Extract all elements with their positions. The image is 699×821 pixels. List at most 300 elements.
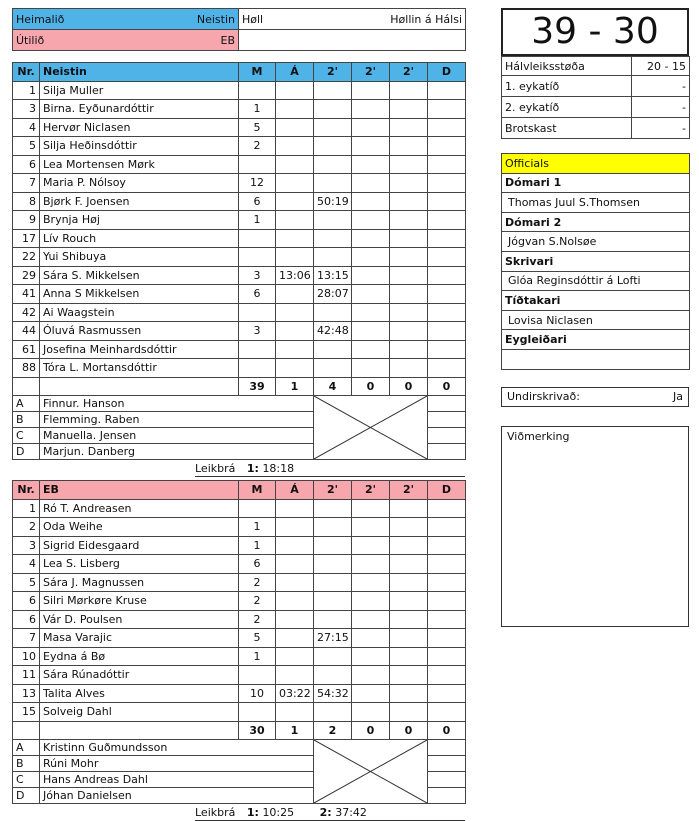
table-row bbox=[13, 118, 466, 137]
player-m: 12 bbox=[239, 174, 276, 193]
player-name: Masa Varajic bbox=[40, 629, 239, 648]
player-t3 bbox=[390, 555, 428, 574]
table-row bbox=[13, 155, 466, 174]
player-t1 bbox=[314, 137, 352, 156]
player-name: Sára S. Mikkelsen bbox=[40, 266, 239, 285]
player-m bbox=[239, 499, 276, 518]
table-row bbox=[13, 322, 466, 341]
official-3-value: Glóa Reginsdóttir á Lofti bbox=[502, 271, 690, 291]
player-t1 bbox=[314, 592, 352, 611]
home-header-row bbox=[13, 63, 466, 82]
player-number: 9 bbox=[13, 211, 40, 230]
table-row bbox=[13, 359, 466, 378]
away-col-suspension-1: 2' bbox=[314, 481, 352, 500]
player-name: Óluvá Rasmussen bbox=[40, 322, 239, 341]
staff-name: Rúni Mohr bbox=[40, 756, 314, 772]
table-row bbox=[13, 266, 466, 285]
signature-label: Undirskrivað: bbox=[507, 390, 580, 403]
staff-row bbox=[13, 396, 466, 412]
player-name: Sára Rúnadóttir bbox=[40, 666, 239, 685]
player-t1 bbox=[314, 666, 352, 685]
player-name: Lea S. Lisberg bbox=[40, 555, 239, 574]
table-row bbox=[13, 647, 466, 666]
player-m bbox=[239, 229, 276, 248]
player-d bbox=[428, 100, 466, 119]
staff-code: C bbox=[13, 772, 40, 788]
player-name: Sára J. Magnussen bbox=[40, 573, 239, 592]
halftime-label: Hálvleiksstøða bbox=[502, 57, 632, 76]
player-name: Josefina Meinhardsdóttir bbox=[40, 340, 239, 359]
player-name: Talita Alves bbox=[40, 684, 239, 703]
table-row bbox=[13, 303, 466, 322]
player-a bbox=[276, 629, 314, 648]
penalty-label: Brotskast bbox=[502, 118, 632, 139]
official-1-value: Thomas Juul S.Thomsen bbox=[502, 193, 690, 213]
player-d bbox=[428, 81, 466, 100]
player-t3 bbox=[390, 81, 428, 100]
player-a bbox=[276, 340, 314, 359]
total-m: 30 bbox=[239, 721, 276, 740]
player-t3 bbox=[390, 303, 428, 322]
player-number: 61 bbox=[13, 340, 40, 359]
table-row bbox=[13, 229, 466, 248]
player-a bbox=[276, 100, 314, 119]
table-row bbox=[13, 81, 466, 100]
player-d bbox=[428, 155, 466, 174]
player-name: Anna S Mikkelsen bbox=[40, 285, 239, 304]
home-team-section bbox=[12, 62, 465, 477]
player-t1: 50:19 bbox=[314, 192, 352, 211]
player-d bbox=[428, 118, 466, 137]
player-t2 bbox=[352, 81, 390, 100]
player-name: Oda Weihe bbox=[40, 518, 239, 537]
player-a bbox=[276, 499, 314, 518]
player-a bbox=[276, 592, 314, 611]
totals-spacer bbox=[40, 377, 239, 396]
player-number: 44 bbox=[13, 322, 40, 341]
staff-code: B bbox=[13, 756, 40, 772]
player-t3 bbox=[390, 155, 428, 174]
player-a bbox=[276, 610, 314, 629]
player-t2 bbox=[352, 629, 390, 648]
staff-name: Jóhan Danielsen bbox=[40, 788, 314, 804]
player-t1 bbox=[314, 703, 352, 722]
player-t2 bbox=[352, 592, 390, 611]
home-col-suspension-1: 2' bbox=[314, 63, 352, 82]
remarks-box bbox=[501, 426, 689, 627]
cross-out-icon bbox=[314, 396, 427, 459]
ot1-value: - bbox=[632, 76, 690, 97]
player-name: Tóra L. Mortansdóttir bbox=[40, 359, 239, 378]
player-d bbox=[428, 647, 466, 666]
player-t1 bbox=[314, 340, 352, 359]
staff-empty-cell bbox=[428, 756, 466, 772]
player-d bbox=[428, 248, 466, 267]
player-name: Lív Rouch bbox=[40, 229, 239, 248]
player-d bbox=[428, 684, 466, 703]
staff-code: A bbox=[13, 740, 40, 756]
table-row bbox=[13, 573, 466, 592]
player-t3 bbox=[390, 229, 428, 248]
home-timeout-label: Leikbrá bbox=[195, 462, 236, 475]
total-t1: 4 bbox=[314, 377, 352, 396]
player-m: 6 bbox=[239, 192, 276, 211]
signature-value: Ja bbox=[673, 390, 683, 403]
table-row bbox=[13, 610, 466, 629]
player-a bbox=[276, 647, 314, 666]
away-players-table bbox=[12, 480, 466, 804]
total-a: 1 bbox=[276, 721, 314, 740]
player-d bbox=[428, 518, 466, 537]
player-t2 bbox=[352, 647, 390, 666]
score-details bbox=[501, 56, 690, 139]
player-m: 1 bbox=[239, 536, 276, 555]
player-t3 bbox=[390, 266, 428, 285]
player-a bbox=[276, 229, 314, 248]
player-number: 88 bbox=[13, 359, 40, 378]
player-name: Vár D. Poulsen bbox=[40, 610, 239, 629]
player-t1 bbox=[314, 536, 352, 555]
player-t2 bbox=[352, 137, 390, 156]
total-t2: 0 bbox=[352, 377, 390, 396]
player-t2 bbox=[352, 536, 390, 555]
player-t1 bbox=[314, 118, 352, 137]
player-d bbox=[428, 322, 466, 341]
away-col-suspension-3: 2' bbox=[390, 481, 428, 500]
total-t3: 0 bbox=[390, 721, 428, 740]
player-name: Brynja Høj bbox=[40, 211, 239, 230]
player-number: 1 bbox=[13, 499, 40, 518]
staff-name: Finnur. Hanson bbox=[40, 396, 314, 412]
signature-box bbox=[501, 387, 689, 407]
player-t3 bbox=[390, 340, 428, 359]
venue-cell bbox=[239, 9, 466, 30]
official-5-label: Eygleiðari bbox=[502, 330, 690, 350]
player-t2 bbox=[352, 359, 390, 378]
player-a bbox=[276, 211, 314, 230]
table-row bbox=[13, 100, 466, 119]
player-t2 bbox=[352, 666, 390, 685]
staff-empty-cell bbox=[428, 772, 466, 788]
player-a bbox=[276, 81, 314, 100]
player-m bbox=[239, 359, 276, 378]
table-row bbox=[13, 592, 466, 611]
home-col-suspension-3: 2' bbox=[390, 63, 428, 82]
player-name: Lea Mortensen Mørk bbox=[40, 155, 239, 174]
away-timeout-2-n: 2: bbox=[319, 806, 332, 819]
player-d bbox=[428, 340, 466, 359]
player-m: 2 bbox=[239, 137, 276, 156]
player-m: 5 bbox=[239, 118, 276, 137]
player-t1: 54:32 bbox=[314, 684, 352, 703]
player-m bbox=[239, 303, 276, 322]
player-t3 bbox=[390, 573, 428, 592]
player-name: Bjørk F. Joensen bbox=[40, 192, 239, 211]
player-t2 bbox=[352, 610, 390, 629]
home-players-table bbox=[12, 62, 466, 460]
halftime-value: 20 - 15 bbox=[632, 57, 690, 76]
player-a: 13:06 bbox=[276, 266, 314, 285]
player-m: 3 bbox=[239, 266, 276, 285]
player-number: 7 bbox=[13, 174, 40, 193]
player-t1 bbox=[314, 211, 352, 230]
player-t2 bbox=[352, 229, 390, 248]
player-m: 5 bbox=[239, 629, 276, 648]
player-d bbox=[428, 303, 466, 322]
player-t1: 13:15 bbox=[314, 266, 352, 285]
staff-crossed-cell bbox=[314, 740, 428, 804]
official-1-label: Dómari 1 bbox=[502, 173, 690, 193]
ot1-label: 1. eykatíð bbox=[502, 76, 632, 97]
player-d bbox=[428, 211, 466, 230]
player-m: 2 bbox=[239, 610, 276, 629]
player-d bbox=[428, 666, 466, 685]
player-number: 8 bbox=[13, 192, 40, 211]
player-t1 bbox=[314, 100, 352, 119]
player-d bbox=[428, 359, 466, 378]
totals-spacer bbox=[13, 377, 40, 396]
away-col-disqualification: D bbox=[428, 481, 466, 500]
ot2-label: 2. eykatíð bbox=[502, 97, 632, 118]
player-t3 bbox=[390, 137, 428, 156]
player-m: 1 bbox=[239, 100, 276, 119]
table-row bbox=[13, 499, 466, 518]
player-m: 1 bbox=[239, 518, 276, 537]
player-m: 1 bbox=[239, 647, 276, 666]
player-t2 bbox=[352, 703, 390, 722]
officials-title: Officials bbox=[502, 154, 690, 174]
away-team-cell bbox=[13, 30, 239, 51]
player-d bbox=[428, 573, 466, 592]
home-col-goals: M bbox=[239, 63, 276, 82]
player-a bbox=[276, 118, 314, 137]
table-row bbox=[13, 629, 466, 648]
player-number: 2 bbox=[13, 518, 40, 537]
player-t1 bbox=[314, 610, 352, 629]
away-timeouts bbox=[195, 804, 465, 821]
home-totals-row bbox=[13, 377, 466, 396]
player-number: 4 bbox=[13, 118, 40, 137]
player-name: Silja Muller bbox=[40, 81, 239, 100]
player-number: 3 bbox=[13, 536, 40, 555]
player-number: 13 bbox=[13, 684, 40, 703]
player-t3 bbox=[390, 666, 428, 685]
player-t3 bbox=[390, 703, 428, 722]
player-m: 6 bbox=[239, 285, 276, 304]
player-t2 bbox=[352, 303, 390, 322]
player-t2 bbox=[352, 155, 390, 174]
home-timeouts bbox=[195, 460, 465, 477]
total-t3: 0 bbox=[390, 377, 428, 396]
player-name: Silri Mørkøre Kruse bbox=[40, 592, 239, 611]
player-t1 bbox=[314, 573, 352, 592]
away-timeout-2-time: 37:42 bbox=[335, 806, 367, 819]
total-a: 1 bbox=[276, 377, 314, 396]
player-t3 bbox=[390, 610, 428, 629]
player-t1 bbox=[314, 555, 352, 574]
player-t3 bbox=[390, 518, 428, 537]
player-t1: 28:07 bbox=[314, 285, 352, 304]
player-t1: 42:48 bbox=[314, 322, 352, 341]
staff-code: B bbox=[13, 412, 40, 428]
player-a bbox=[276, 192, 314, 211]
player-t3 bbox=[390, 285, 428, 304]
player-d bbox=[428, 536, 466, 555]
staff-code: A bbox=[13, 396, 40, 412]
player-d bbox=[428, 266, 466, 285]
player-a bbox=[276, 536, 314, 555]
totals-spacer bbox=[13, 721, 40, 740]
player-name: Silja Heðinsdóttir bbox=[40, 137, 239, 156]
player-a bbox=[276, 555, 314, 574]
player-a bbox=[276, 303, 314, 322]
player-number: 22 bbox=[13, 248, 40, 267]
player-t2 bbox=[352, 322, 390, 341]
away-col-team-name: EB bbox=[40, 481, 239, 500]
player-m bbox=[239, 703, 276, 722]
venue-label: Høll bbox=[242, 12, 264, 26]
player-a bbox=[276, 248, 314, 267]
player-t2 bbox=[352, 248, 390, 267]
player-d bbox=[428, 703, 466, 722]
player-name: Hervør Niclasen bbox=[40, 118, 239, 137]
total-m: 39 bbox=[239, 377, 276, 396]
totals-spacer bbox=[40, 721, 239, 740]
player-d bbox=[428, 629, 466, 648]
player-t2 bbox=[352, 266, 390, 285]
player-number: 17 bbox=[13, 229, 40, 248]
home-col-nr: Nr. bbox=[13, 63, 40, 82]
player-a bbox=[276, 285, 314, 304]
final-score: 39 - 30 bbox=[501, 8, 689, 56]
player-a bbox=[276, 518, 314, 537]
player-number: 5 bbox=[13, 137, 40, 156]
player-t3 bbox=[390, 536, 428, 555]
official-4-value: Lovisa Niclasen bbox=[502, 310, 690, 330]
home-label: Heimalið bbox=[16, 12, 65, 26]
total-t1: 2 bbox=[314, 721, 352, 740]
player-t1 bbox=[314, 518, 352, 537]
table-row bbox=[13, 192, 466, 211]
player-t3 bbox=[390, 322, 428, 341]
away-team-section bbox=[12, 480, 465, 821]
player-d bbox=[428, 499, 466, 518]
player-d bbox=[428, 592, 466, 611]
penalty-value: - bbox=[632, 118, 690, 139]
home-col-warning: Á bbox=[276, 63, 314, 82]
away-label: Útilið bbox=[16, 33, 45, 47]
away-team-name: EB bbox=[220, 33, 235, 47]
table-row bbox=[13, 684, 466, 703]
player-t2 bbox=[352, 340, 390, 359]
away-col-suspension-2: 2' bbox=[352, 481, 390, 500]
player-number: 15 bbox=[13, 703, 40, 722]
player-number: 29 bbox=[13, 266, 40, 285]
player-a bbox=[276, 155, 314, 174]
table-row bbox=[13, 211, 466, 230]
home-team-name: Neistin bbox=[196, 12, 235, 26]
official-5-value bbox=[502, 349, 690, 369]
player-d bbox=[428, 555, 466, 574]
staff-empty-cell bbox=[428, 396, 466, 412]
player-t3 bbox=[390, 248, 428, 267]
staff-code: C bbox=[13, 428, 40, 444]
table-row bbox=[13, 285, 466, 304]
player-t1 bbox=[314, 81, 352, 100]
player-t1 bbox=[314, 248, 352, 267]
player-t2 bbox=[352, 499, 390, 518]
player-t3 bbox=[390, 118, 428, 137]
staff-code: D bbox=[13, 788, 40, 804]
player-number: 11 bbox=[13, 666, 40, 685]
official-4-label: Tíðtakari bbox=[502, 291, 690, 311]
player-m bbox=[239, 81, 276, 100]
empty-header-cell bbox=[239, 30, 466, 51]
player-m bbox=[239, 248, 276, 267]
player-t2 bbox=[352, 518, 390, 537]
away-totals-row bbox=[13, 721, 466, 740]
staff-crossed-cell bbox=[314, 396, 428, 460]
remarks-label: Viðmerking bbox=[507, 430, 570, 443]
player-t3 bbox=[390, 499, 428, 518]
staff-row bbox=[13, 740, 466, 756]
player-m: 3 bbox=[239, 322, 276, 341]
player-t2 bbox=[352, 100, 390, 119]
away-timeout-1-n: 1: bbox=[246, 806, 259, 819]
player-t2 bbox=[352, 174, 390, 193]
player-d bbox=[428, 229, 466, 248]
player-number: 7 bbox=[13, 629, 40, 648]
total-d: 0 bbox=[428, 377, 466, 396]
player-name: Maria P. Nólsoy bbox=[40, 174, 239, 193]
player-t1 bbox=[314, 155, 352, 174]
player-t2 bbox=[352, 192, 390, 211]
ot2-value: - bbox=[632, 97, 690, 118]
player-t1 bbox=[314, 499, 352, 518]
player-m bbox=[239, 155, 276, 174]
table-row bbox=[13, 555, 466, 574]
player-d bbox=[428, 137, 466, 156]
player-number: 4 bbox=[13, 555, 40, 574]
player-t3 bbox=[390, 684, 428, 703]
home-team-cell bbox=[13, 9, 239, 30]
player-name: Ai Waagstein bbox=[40, 303, 239, 322]
venue-value: Høllin á Hálsi bbox=[390, 12, 462, 26]
away-col-nr: Nr. bbox=[13, 481, 40, 500]
player-name: Sigrid Eidesgaard bbox=[40, 536, 239, 555]
player-name: Birna. Eyðunardóttir bbox=[40, 100, 239, 119]
staff-name: Hans Andreas Dahl bbox=[40, 772, 314, 788]
away-header-row bbox=[13, 481, 466, 500]
player-name: Yui Shibuya bbox=[40, 248, 239, 267]
home-timeout-1-n: 1: bbox=[246, 462, 259, 475]
match-header bbox=[12, 8, 466, 51]
staff-name: Manuella. Jensen bbox=[40, 428, 314, 444]
player-d bbox=[428, 174, 466, 193]
player-t2 bbox=[352, 573, 390, 592]
player-t1 bbox=[314, 359, 352, 378]
player-t3 bbox=[390, 211, 428, 230]
staff-code: D bbox=[13, 444, 40, 460]
staff-empty-cell bbox=[428, 428, 466, 444]
official-3-label: Skrivari bbox=[502, 251, 690, 271]
player-number: 6 bbox=[13, 155, 40, 174]
home-col-team-name: Neistin bbox=[40, 63, 239, 82]
player-m bbox=[239, 340, 276, 359]
player-a bbox=[276, 666, 314, 685]
player-t3 bbox=[390, 192, 428, 211]
player-d bbox=[428, 610, 466, 629]
